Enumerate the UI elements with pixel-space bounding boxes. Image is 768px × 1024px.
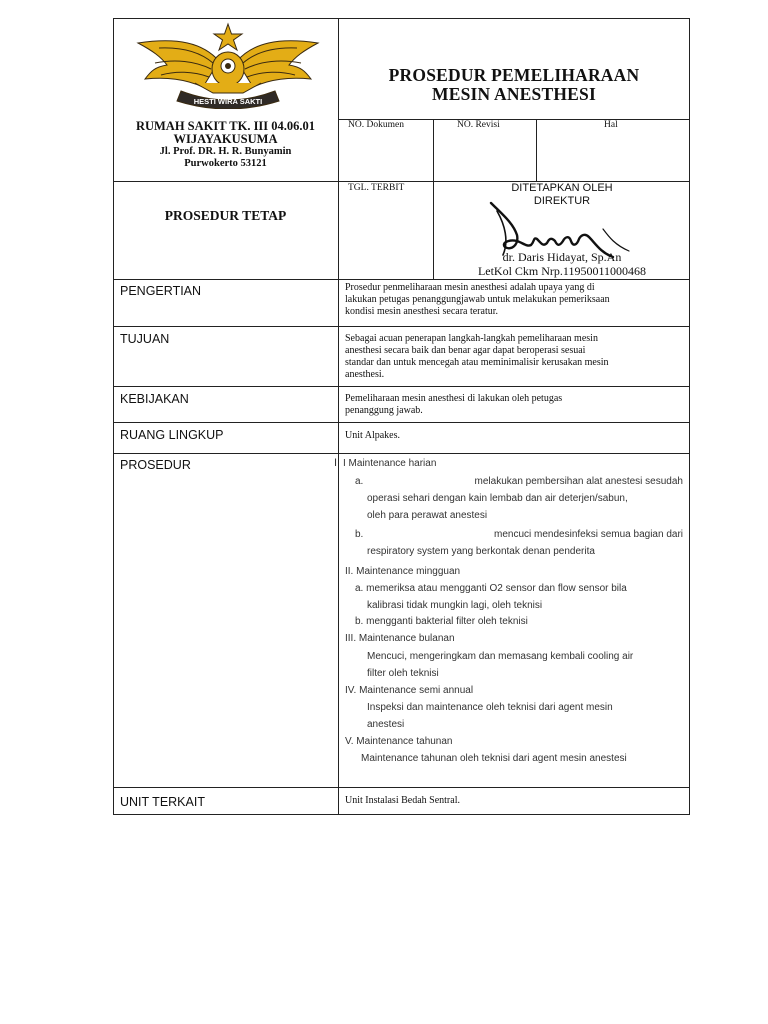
prosedur-h5-line-1: Maintenance tahunan oleh teknisi dari agent mesin anestesi	[361, 753, 627, 764]
kebijakan-line-2: penanggung jawab.	[345, 405, 423, 416]
prosedur-h1b-letter: b.	[355, 529, 364, 540]
pengertian-line-3: kondisi mesin anesthesi secara teratur.	[345, 306, 499, 317]
pengertian-line-1: Prosedur penmeliharaan mesin anesthesi adalah upaya yang di	[345, 282, 595, 293]
prosedur-h2: II. Maintenance mingguan	[345, 566, 461, 577]
divider-pengertian	[113, 326, 690, 327]
tujuan-line-4: anesthesi.	[345, 369, 385, 380]
prosedur-h2b: b. mengganti bakterial filter oleh teknisi	[355, 616, 528, 627]
divider-prosedur	[113, 787, 690, 788]
hospital-name	[113, 120, 338, 146]
director-name: dr. Daris Hidayat, Sp.An	[502, 250, 622, 264]
border-right	[689, 18, 690, 815]
sop-document	[113, 18, 690, 815]
prosedur-h4: IV. Maintenance semi annual	[345, 685, 474, 696]
address-line-2: Purwokerto 53121	[184, 158, 267, 169]
pengertian-label: PENGERTIAN	[120, 284, 202, 298]
prosedur-h2a-line-2: kalibrasi tidak mungkin lagi, oleh teknisi	[367, 600, 543, 611]
prosedur-h5: V. Maintenance tahunan	[345, 736, 453, 747]
prosedur-h1a-line-2: operasi sehari dengan kain lembab dan air deterjen/sabun,	[367, 493, 628, 504]
hospital-address	[113, 146, 338, 170]
border-top	[113, 18, 690, 19]
prosedur-h1: I Maintenance harian	[343, 458, 437, 469]
divider-ruang	[113, 453, 690, 454]
prosedur-label: PROSEDUR	[120, 458, 191, 472]
kebijakan-text	[345, 393, 685, 417]
tujuan-line-3: standar dan untuk mencegah atau meminimalisir kerusakan mesin	[345, 357, 609, 368]
prosedur-h2a-line-1: a. memeriksa atau mengganti O2 sensor dan flow sensor bila	[355, 583, 627, 594]
prosedur-h1b-line-2: respiratory system yang berkontak denan penderita	[367, 546, 595, 557]
director-rank: LetKol Ckm Nrp.11950011000468	[477, 264, 647, 278]
hal-label: Hal	[604, 120, 618, 130]
divider-vertical-main	[338, 18, 339, 815]
hospital-name-line-2: WIJAYAKUSUMA	[173, 132, 278, 146]
no-revisi-label: NO. Revisi	[457, 120, 500, 130]
prosedur-h1a-line-1: melakukan pembersihan alat anestesi sesudah	[474, 476, 683, 487]
title-line-1: PROSEDUR PEMELIHARAAN	[388, 65, 640, 85]
border-bottom	[113, 814, 690, 815]
divider-kebijakan	[113, 422, 690, 423]
prosedur-marker: I	[334, 457, 338, 469]
ditetapkan-line-1: DITETAPKAN OLEH	[511, 182, 613, 194]
ruang-lingkup-label: RUANG LINGKUP	[120, 428, 224, 442]
prosedur-h1b-line-1: mencuci mendesinfeksi semua bagian dari	[494, 529, 683, 540]
tujuan-line-1: Sebagai acuan penerapan langkah-langkah pemeliharaan mesin	[345, 333, 598, 344]
divider-tujuan	[113, 386, 690, 387]
ditetapkan-line-2: DIREKTUR	[533, 195, 591, 207]
prosedur-h4-line-2: anestesi	[367, 719, 405, 730]
divider-sign	[113, 279, 690, 280]
unit-terkait-label: UNIT TERKAIT	[120, 795, 205, 809]
ruang-lingkup-text: Unit Alpakes.	[345, 430, 400, 441]
pengertian-line-2: lakukan petugas penanggungjawab untuk melakukan pemeriksaan	[345, 294, 610, 305]
divider-revisi	[536, 119, 537, 181]
no-dokumen-label: NO. Dokumen	[348, 120, 404, 130]
tujuan-text	[345, 333, 685, 381]
prosedur-h3-line-2: filter oleh teknisi	[367, 668, 439, 679]
title-line-2: MESIN ANESTHESI	[432, 84, 596, 104]
prosedur-h3: III. Maintenance bulanan	[345, 633, 455, 644]
prosedur-h1a-line-3: oleh para perawat anestesi	[367, 510, 488, 521]
address-line-1: Jl. Prof. DR. H. R. Bunyamin	[159, 146, 292, 157]
hospital-name-line-1: RUMAH SAKIT TK. III 04.06.01	[135, 119, 316, 133]
logo-ribbon-text: HESTI WIRA SAKTI	[193, 97, 263, 106]
kebijakan-line-1: Pemeliharaan mesin anesthesi di lakukan oleh petugas	[345, 393, 563, 404]
prosedur-h1a-letter: a.	[355, 476, 364, 487]
tujuan-label: TUJUAN	[120, 332, 170, 346]
hospital-logo	[133, 21, 323, 109]
prosedur-h4-line-1: Inspeksi dan maintenance oleh teknisi dari agent mesin	[367, 702, 613, 713]
prosedur-tetap-title: PROSEDUR TETAP	[164, 208, 287, 223]
prosedur-h3-line-1: Mencuci, mengeringkam dan memasang kembali cooling air	[367, 651, 634, 662]
pengertian-text	[345, 282, 685, 318]
tgl-terbit-label: TGL. TERBIT	[348, 183, 405, 193]
unit-terkait-text: Unit Instalasi Bedah Sentral.	[345, 795, 460, 806]
document-title	[339, 66, 689, 106]
kebijakan-label: KEBIJAKAN	[120, 392, 189, 406]
tujuan-line-2: anesthesi secara baik dan benar agar dapat beroperasi sesuai	[345, 345, 586, 356]
